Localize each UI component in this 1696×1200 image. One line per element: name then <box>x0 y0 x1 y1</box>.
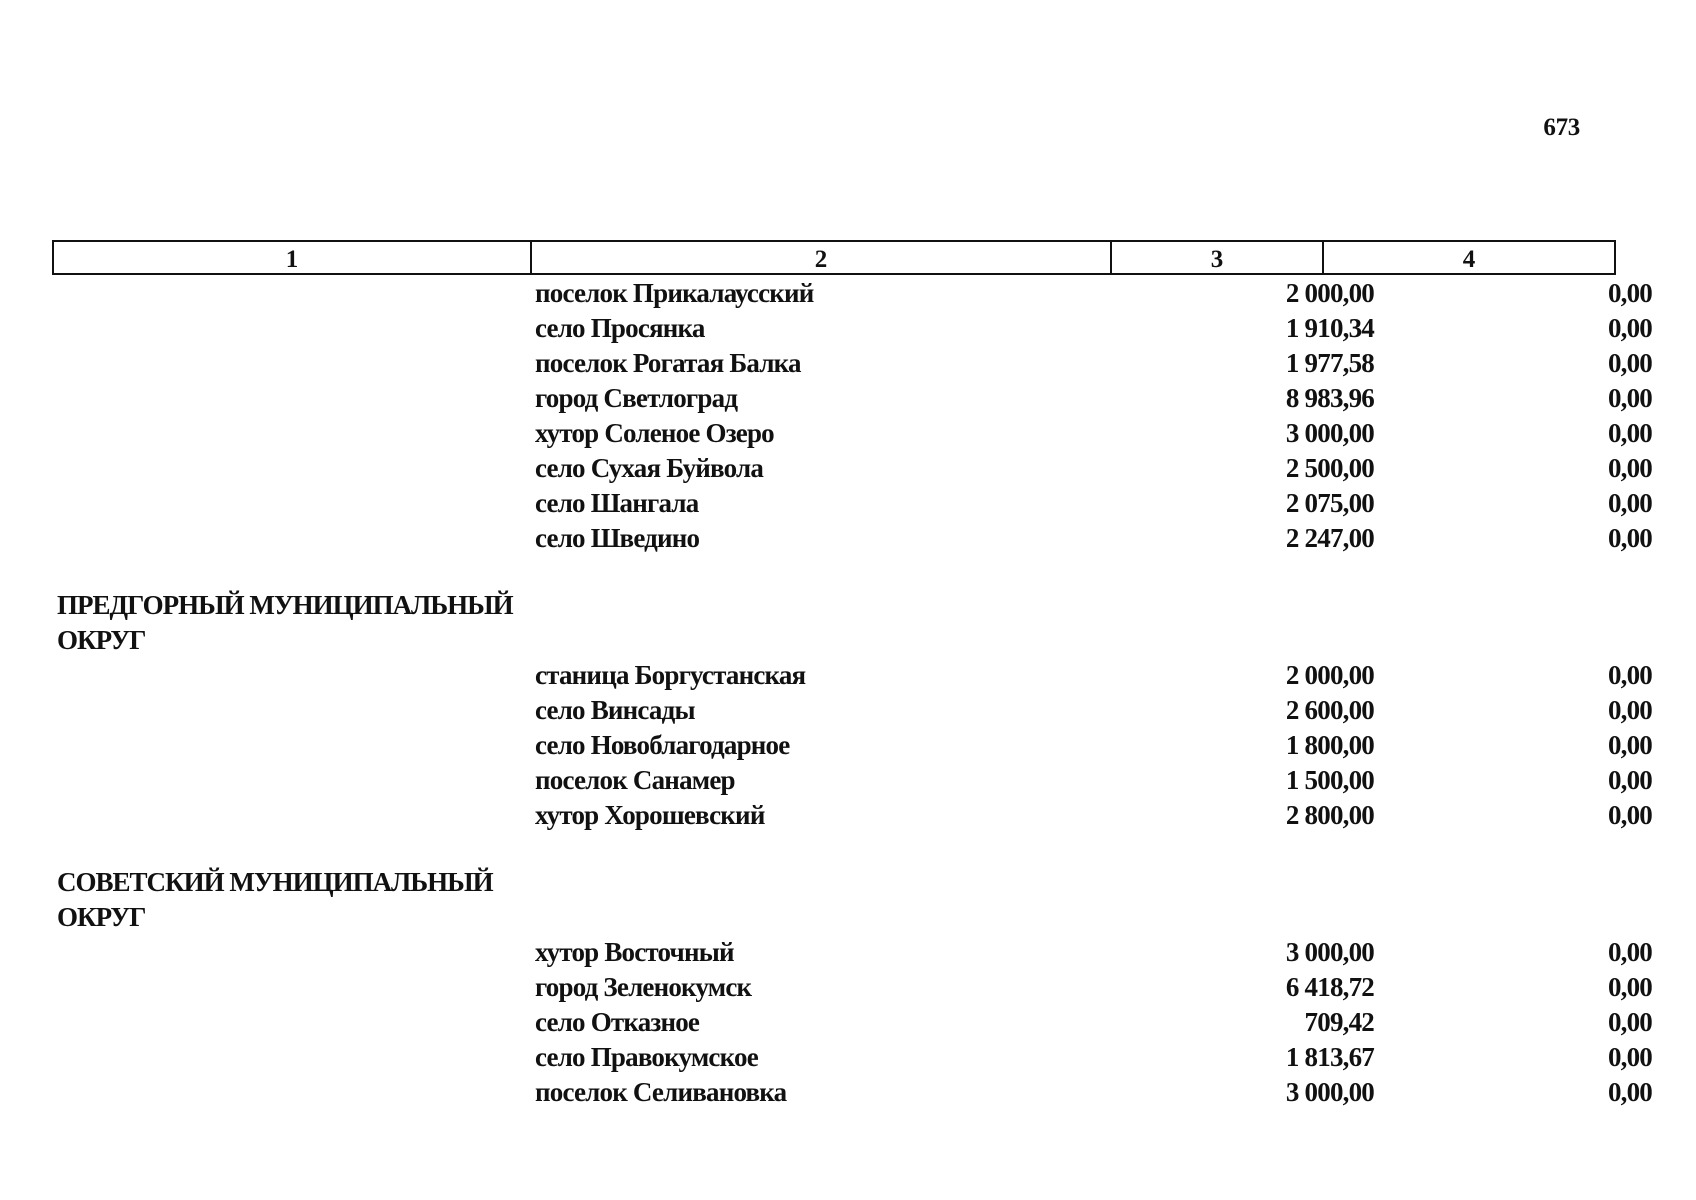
settlement-name: поселок Рогатая Балка <box>535 348 801 378</box>
table-row <box>52 311 1652 346</box>
value-column-3: 3 000,00 <box>1285 937 1374 967</box>
value-column-4: 0,00 <box>1607 313 1652 343</box>
table-row <box>52 486 1652 521</box>
settlement-name: село Шведино <box>535 523 700 553</box>
value-column-4: 0,00 <box>1607 383 1652 413</box>
value-column-3: 1 813,67 <box>1285 1042 1374 1072</box>
value-column-4: 0,00 <box>1607 278 1652 308</box>
settlement-name: поселок Санамер <box>535 765 735 795</box>
table-body <box>52 276 1652 1110</box>
table-header <box>52 240 1616 275</box>
settlement-name: хутор Восточный <box>535 937 734 967</box>
settlement-name: город Зеленокумск <box>535 972 752 1002</box>
value-column-4: 0,00 <box>1607 1077 1652 1107</box>
district-name: СОВЕТСКИЙ МУНИЦИПАЛЬНЫЙ ОКРУГ <box>57 867 493 932</box>
table-row <box>52 798 1652 833</box>
table-row <box>52 1075 1652 1110</box>
column-header-1: 1 <box>54 242 532 273</box>
table-row <box>52 763 1652 798</box>
value-column-4: 0,00 <box>1607 765 1652 795</box>
value-column-3: 1 800,00 <box>1285 730 1374 760</box>
value-column-4: 0,00 <box>1607 937 1652 967</box>
table-row <box>52 693 1652 728</box>
value-column-3: 709,42 <box>1304 1007 1374 1037</box>
value-column-4: 0,00 <box>1607 730 1652 760</box>
settlement-name: станица Боргустанская <box>535 660 806 690</box>
value-column-4: 0,00 <box>1607 488 1652 518</box>
value-column-3: 3 000,00 <box>1285 1077 1374 1107</box>
settlement-name: село Винсады <box>535 695 695 725</box>
value-column-3: 2 600,00 <box>1285 695 1374 725</box>
table-row <box>52 1005 1652 1040</box>
page-number: 673 <box>1543 114 1580 141</box>
district-group <box>52 865 1652 1110</box>
settlement-name: село Новоблагодарное <box>535 730 790 760</box>
settlement-name: село Шангала <box>535 488 699 518</box>
value-column-4: 0,00 <box>1607 523 1652 553</box>
settlement-name: поселок Селивановка <box>535 1077 787 1107</box>
district-group <box>52 588 1652 833</box>
settlement-name: село Просянка <box>535 313 705 343</box>
value-column-4: 0,00 <box>1607 972 1652 1002</box>
value-column-3: 6 418,72 <box>1285 972 1374 1002</box>
district-name: ПРЕДГОРНЫЙ МУНИЦИПАЛЬНЫЙ ОКРУГ <box>57 590 513 655</box>
settlement-name: село Отказное <box>535 1007 700 1037</box>
value-column-3: 1 910,34 <box>1285 313 1374 343</box>
table-row <box>52 416 1652 451</box>
value-column-4: 0,00 <box>1607 1042 1652 1072</box>
settlement-name: село Правокумское <box>535 1042 758 1072</box>
column-header-4: 4 <box>1462 246 1476 273</box>
value-column-4: 0,00 <box>1607 418 1652 448</box>
table-row <box>52 970 1652 1005</box>
settlement-name: хутор Соленое Озеро <box>535 418 774 448</box>
settlement-name: город Светлоград <box>535 383 738 413</box>
value-column-4: 0,00 <box>1607 348 1652 378</box>
settlement-name: село Сухая Буйвола <box>535 453 764 483</box>
column-header-3: 3 <box>1112 242 1324 273</box>
value-column-4: 0,00 <box>1607 660 1652 690</box>
table-row <box>52 1040 1652 1075</box>
table-row <box>52 935 1652 970</box>
value-column-3: 1 977,58 <box>1285 348 1374 378</box>
table-row <box>52 451 1652 486</box>
value-column-3: 2 000,00 <box>1285 278 1374 308</box>
value-column-4: 0,00 <box>1607 695 1652 725</box>
settlement-name: поселок Прикалаусский <box>535 278 814 308</box>
table-row <box>52 521 1652 556</box>
value-column-4: 0,00 <box>1607 1007 1652 1037</box>
table-row <box>52 658 1652 693</box>
table-row <box>52 728 1652 763</box>
value-column-4: 0,00 <box>1607 800 1652 830</box>
value-column-3: 3 000,00 <box>1285 418 1374 448</box>
district-group <box>52 276 1652 556</box>
value-column-3: 2 000,00 <box>1285 660 1374 690</box>
value-column-3: 8 983,96 <box>1285 383 1374 413</box>
value-column-3: 2 800,00 <box>1285 800 1374 830</box>
table-row <box>52 276 1652 311</box>
table-row <box>52 346 1652 381</box>
settlement-name: хутор Хорошевский <box>535 800 765 830</box>
table-row <box>52 381 1652 416</box>
column-header-2: 2 <box>532 242 1112 273</box>
value-column-4: 0,00 <box>1607 453 1652 483</box>
value-column-3: 2 075,00 <box>1285 488 1374 518</box>
value-column-3: 2 247,00 <box>1285 523 1374 553</box>
value-column-3: 1 500,00 <box>1285 765 1374 795</box>
value-column-3: 2 500,00 <box>1285 453 1374 483</box>
